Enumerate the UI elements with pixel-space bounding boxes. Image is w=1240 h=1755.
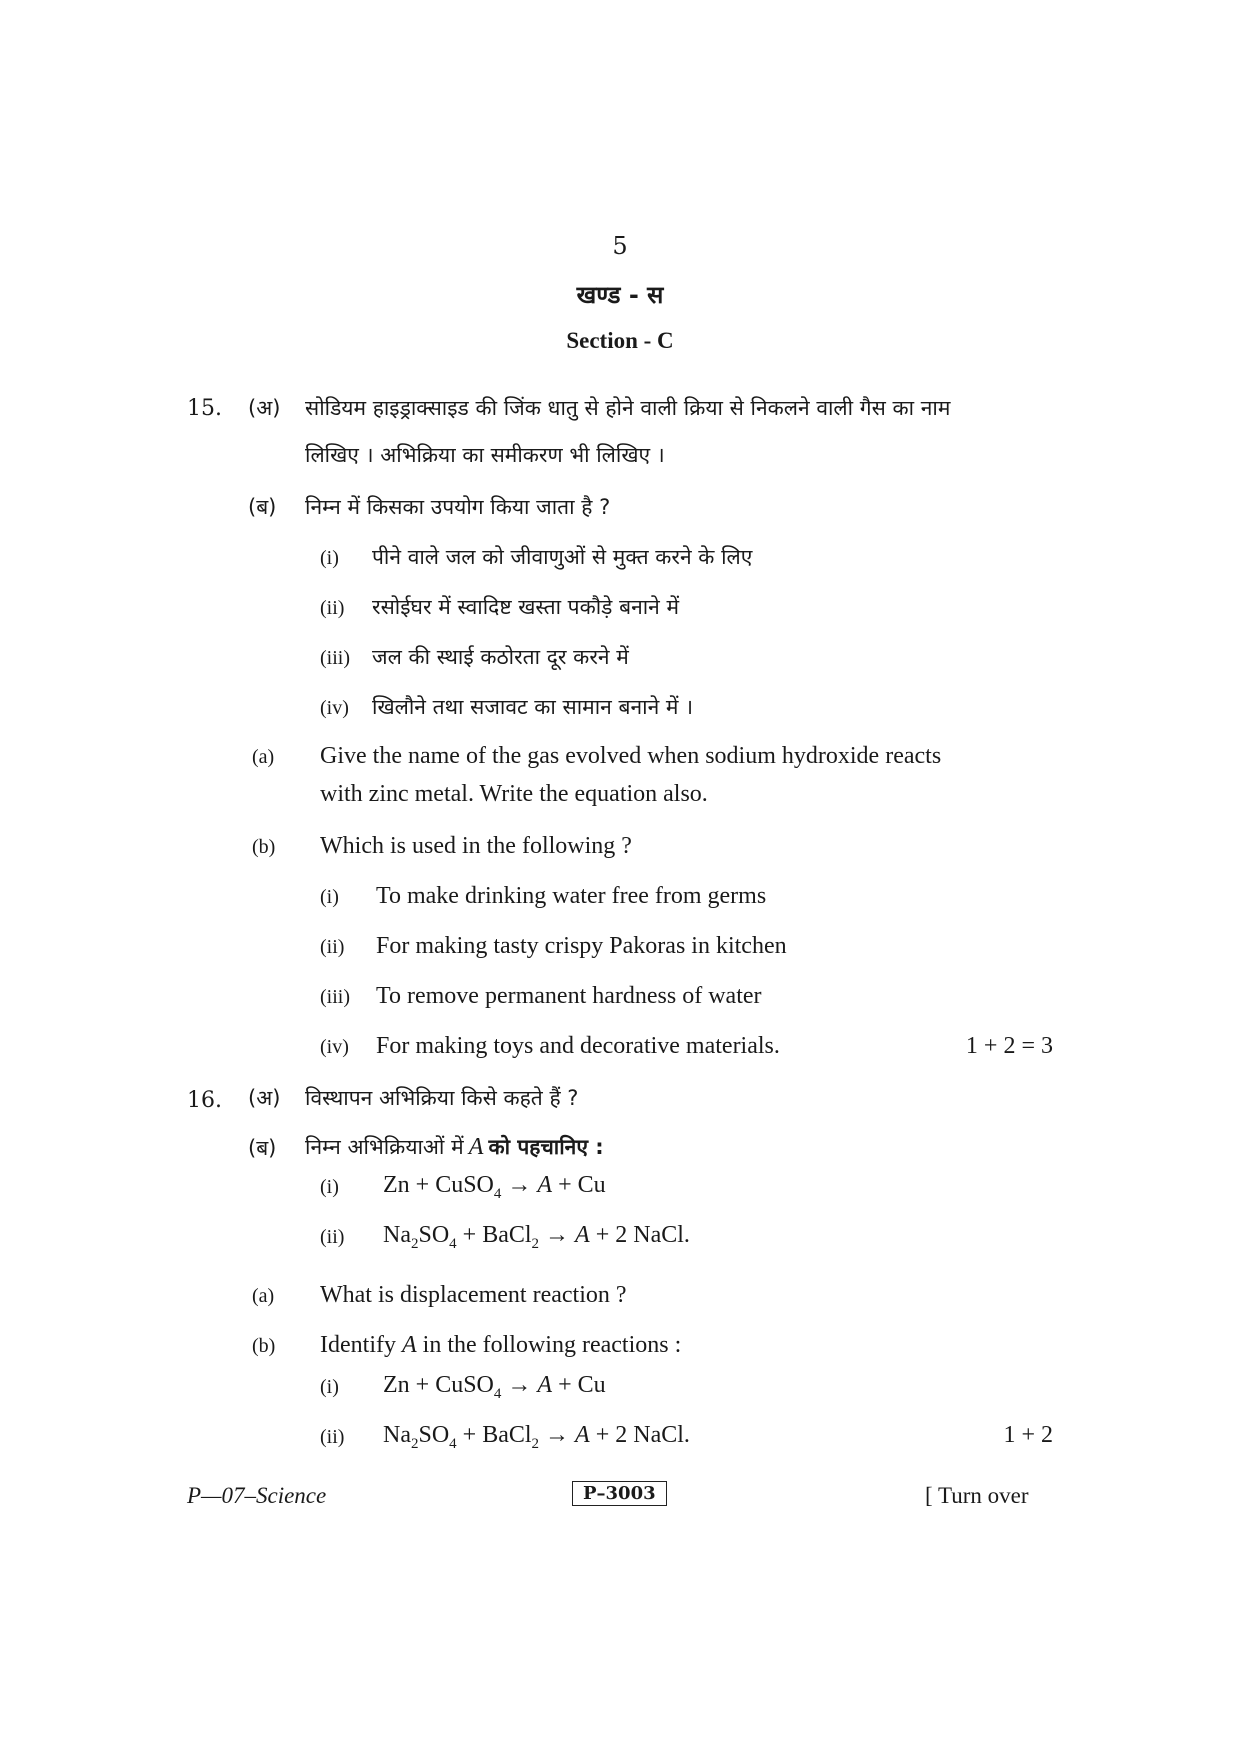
q16-en-eq2 <box>383 1422 690 1452</box>
eq-subscript: 4 <box>449 1236 457 1252</box>
q15-hi-item-2-text: रसोईघर में स्वादिष्ट खस्ता पकौड़े बनाने में <box>372 595 680 619</box>
q16-b-en-var: A <box>401 1332 417 1358</box>
q15-en-item-1-text: To make drinking water free from germs <box>376 883 767 909</box>
q16-b-text-en <box>320 1332 681 1359</box>
eq-text: + BaCl <box>462 1422 532 1448</box>
q15-en-item-4-label: (iv) <box>320 1036 349 1058</box>
q15-hi-item-3-text: जल की स्थाई कठोरता दूर करने में <box>372 645 629 669</box>
q16-marks: 1 + 2 <box>1003 1422 1053 1448</box>
eq-text: + 2 NaCl. <box>595 1222 690 1248</box>
q15-a-label-hi: (अ) <box>248 396 281 420</box>
eq-subscript: 2 <box>410 1236 419 1252</box>
eq-text: + Cu <box>558 1372 606 1398</box>
q15-b-label-en: (b) <box>252 836 276 858</box>
q15-en-item-1-label: (i) <box>320 886 339 908</box>
eq-var: A <box>537 1172 553 1198</box>
english-section-heading: Section - C <box>566 328 674 353</box>
q16-a-text-en: What is displacement reaction ? <box>320 1282 627 1308</box>
question-16-number: 16. <box>187 1088 222 1113</box>
eq-text: Zn + CuSO <box>383 1172 494 1198</box>
eq-subscript: 2 <box>410 1436 419 1452</box>
footer-subject-code: P—07–Science <box>187 1483 327 1508</box>
eq-text: Na <box>383 1222 411 1248</box>
q15-a-text-hi-line2: लिखिए । अभिक्रिया का समीकरण भी लिखिए । <box>305 443 665 467</box>
eq-text: Zn + CuSO <box>383 1372 494 1398</box>
eq-var: A <box>575 1422 590 1448</box>
eq-text: + Cu <box>558 1172 606 1198</box>
eq-var: A <box>575 1222 590 1248</box>
q15-en-item-4-text: For making toys and decorative materials. <box>376 1033 780 1059</box>
q15-a-label-en: (a) <box>252 746 275 768</box>
eq-text: + BaCl <box>462 1222 532 1248</box>
q15-marks: 1 + 2 = 3 <box>965 1033 1053 1059</box>
eq-text: SO <box>418 1422 450 1448</box>
eq-text: + 2 NaCl. <box>595 1422 690 1448</box>
q16-a-text-hi: विस्थापन अभिक्रिया किसे कहते हैं ? <box>305 1086 579 1110</box>
q16-en-eq1-label: (i) <box>320 1376 339 1398</box>
eq-subscript: 4 <box>449 1436 457 1452</box>
reaction-arrow: → <box>545 1422 570 1448</box>
q15-en-item-3-text: To remove permanent hardness of water <box>376 983 762 1009</box>
reaction-arrow: → <box>507 1172 532 1198</box>
q15-hi-item-1-label: (i) <box>320 547 339 569</box>
hindi-section-heading: खण्ड - स <box>576 281 664 309</box>
q16-hi-eq1 <box>383 1172 606 1202</box>
q16-en-eq1 <box>383 1372 606 1402</box>
eq-subscript: 4 <box>493 1386 502 1402</box>
q15-hi-item-4-text: खिलौने तथा सजावट का सामान बनाने में । <box>372 695 694 719</box>
eq-subscript: 2 <box>531 1436 540 1452</box>
question-15-number: 15. <box>187 396 222 421</box>
eq-text: Na <box>383 1422 411 1448</box>
q15-hi-item-4-label: (iv) <box>320 697 349 719</box>
q15-a-text-en-line1: Give the name of the gas evolved when sodium hydroxide reacts <box>320 743 942 769</box>
q15-b-text-en: Which is used in the following ? <box>320 833 632 859</box>
eq-text: SO <box>418 1222 450 1248</box>
eq-subscript: 4 <box>493 1186 502 1202</box>
eq-var: A <box>537 1372 553 1398</box>
q16-b-text-hi <box>305 1133 604 1161</box>
q16-b-text-hi-pre: निम्न अभिक्रियाओं में <box>305 1135 464 1159</box>
q16-a-label-en: (a) <box>252 1285 275 1307</box>
q15-en-item-2-label: (ii) <box>320 936 345 958</box>
q16-en-eq2-label: (ii) <box>320 1426 345 1448</box>
q15-hi-item-3-label: (iii) <box>320 647 350 669</box>
q16-hi-eq2 <box>383 1222 690 1252</box>
q16-b-label-hi: (ब) <box>248 1136 277 1160</box>
footer-turn-over: [ Turn over <box>925 1483 1029 1508</box>
reaction-arrow: → <box>507 1372 532 1398</box>
q16-b-text-hi-post: को पहचानिए : <box>488 1135 604 1159</box>
q16-b-label-en: (b) <box>252 1335 276 1357</box>
page-number: 5 <box>612 232 628 260</box>
reaction-arrow: → <box>545 1222 570 1248</box>
footer-paper-code: P–3003 <box>572 1481 667 1506</box>
q15-en-item-2-text: For making tasty crispy Pakoras in kitchen <box>376 933 787 959</box>
q15-en-item-3-label: (iii) <box>320 986 350 1008</box>
eq-subscript: 2 <box>531 1236 540 1252</box>
q15-a-text-en-line2: with zinc metal. Write the equation also. <box>320 781 708 807</box>
q15-b-label-hi: (ब) <box>248 495 277 519</box>
q16-hi-eq1-label: (i) <box>320 1176 339 1198</box>
q16-a-label-hi: (अ) <box>248 1086 281 1110</box>
q16-hi-eq2-label: (ii) <box>320 1226 345 1248</box>
q15-hi-item-1-text: पीने वाले जल को जीवाणुओं से मुक्त करने के लिए <box>372 545 753 569</box>
q15-hi-item-2-label: (ii) <box>320 597 345 619</box>
q15-b-text-hi: निम्न में किसका उपयोग किया जाता है ? <box>305 495 611 519</box>
q16-b-text-en-post: in the following reactions : <box>422 1332 682 1358</box>
q16-b-var: A <box>468 1134 484 1160</box>
q15-a-text-hi-line1: सोडियम हाइड्राक्साइड की जिंक धातु से होने वाली क्रिया से निकलने वाली गैस का नाम <box>305 396 951 420</box>
q16-b-text-en-pre: Identify <box>320 1332 396 1358</box>
